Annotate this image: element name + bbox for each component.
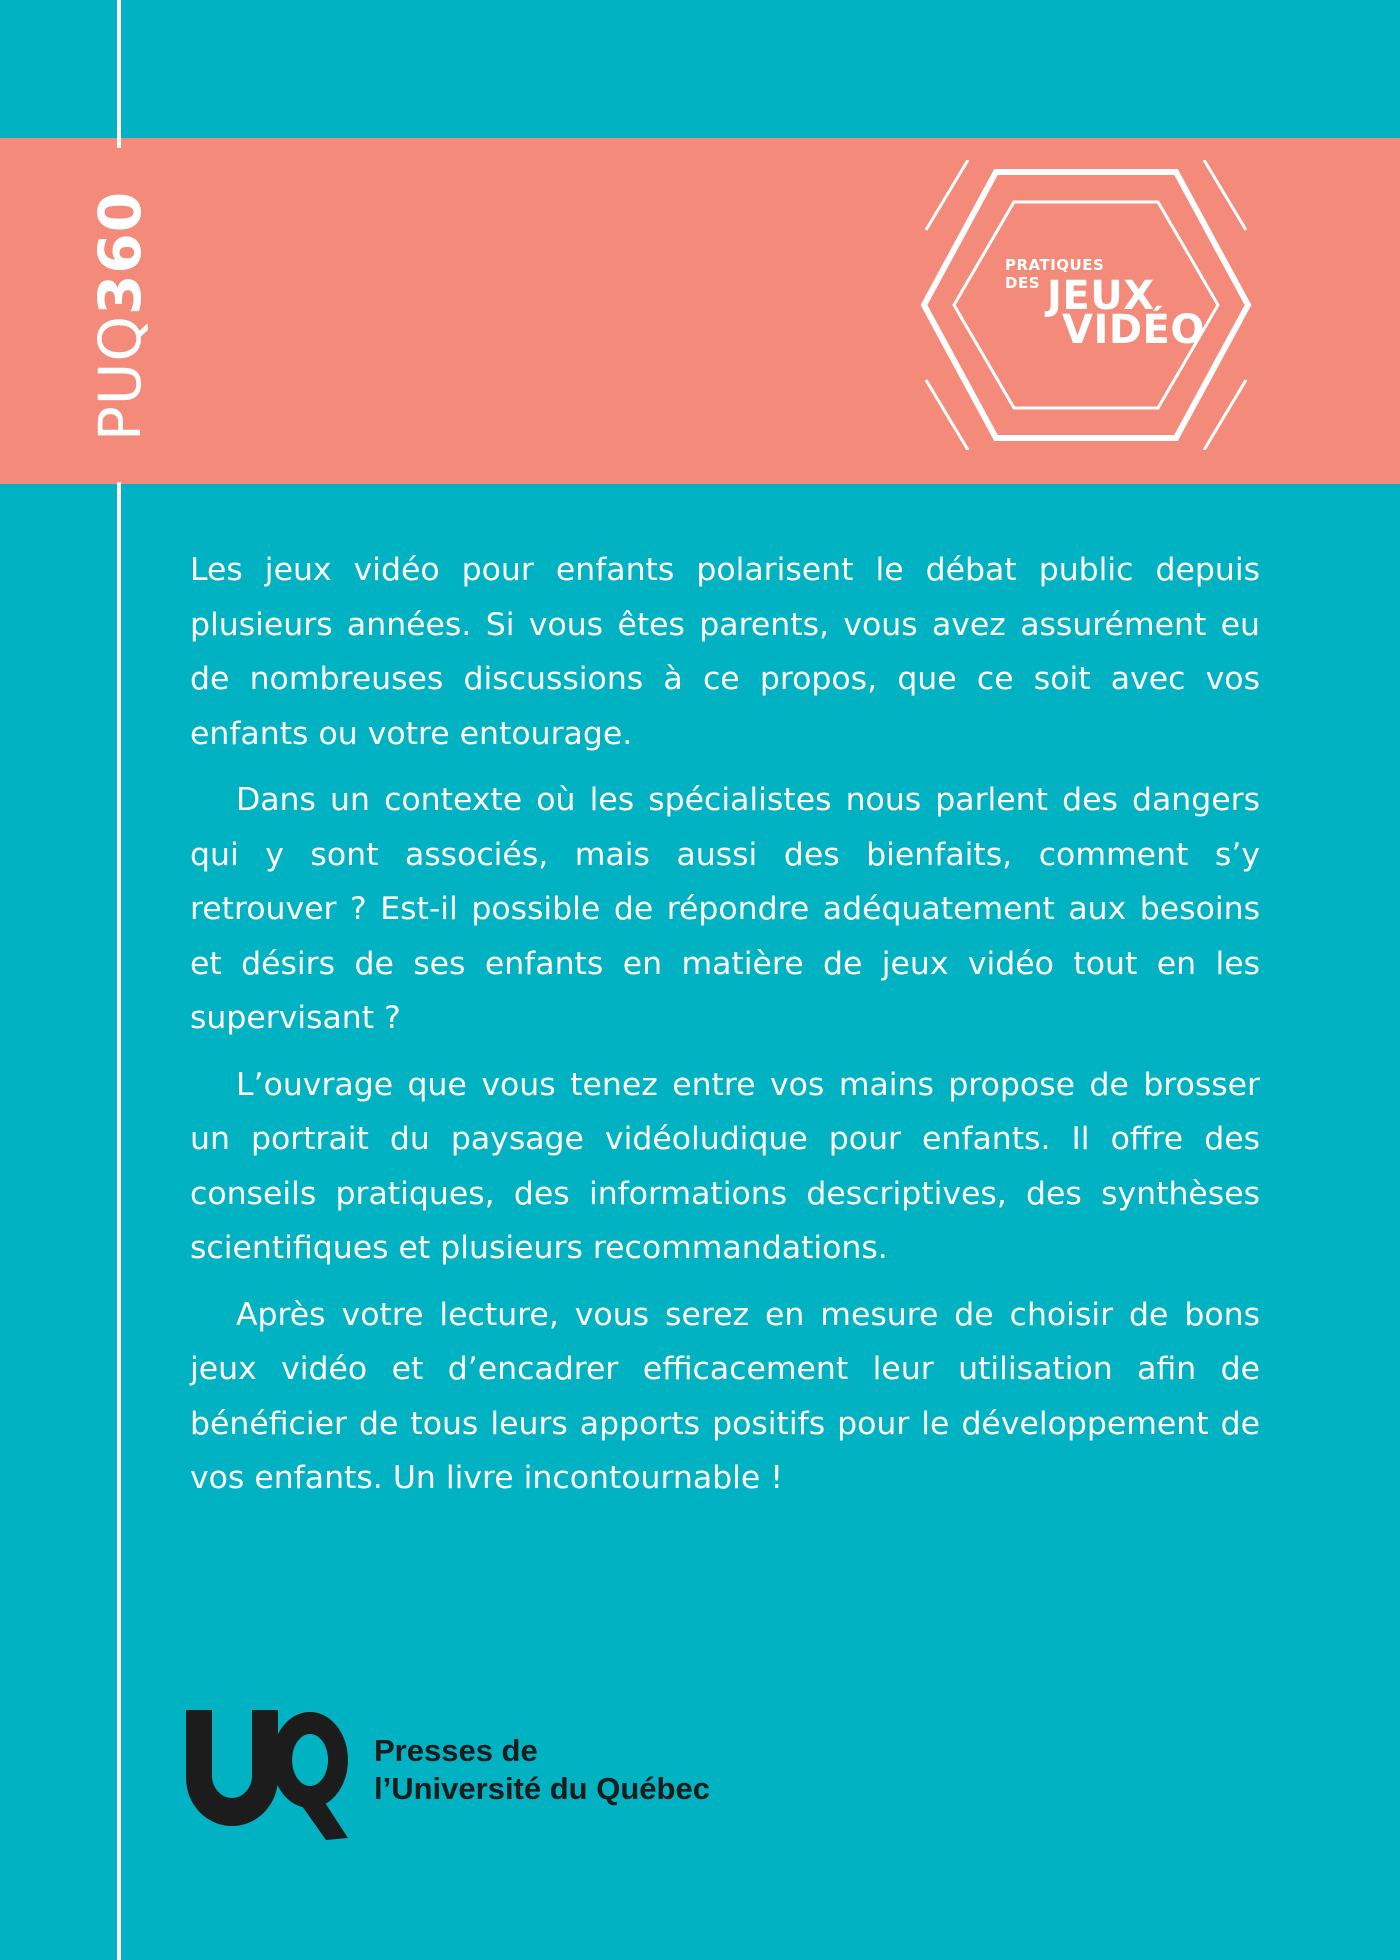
paragraph-2: Dans un contexte où les spécialistes nous parlent des dangers qui y sont associés, mais aussi des bienfaits, comment s’y retrouver ? Est-il possible de répondre adéquatement aux besoins et désirs de ses enfants en matière de jeux vidéo tout en les supervisant ? [190, 782, 1260, 1036]
collection-line2: DES [1005, 274, 1041, 292]
uq-logo-icon [186, 1710, 348, 1840]
paragraph-1: Les jeux vidéo pour enfants polarisent le débat public depuis plusieurs années. Si vous êtes parents, vous avez assurément eu de nombreuses discussions à ce propos, que ce soit avec vos enfants ou votre entourage. [190, 552, 1260, 752]
series-name-bold: 360 [86, 190, 154, 315]
collection-line4: VIDÉO [1062, 307, 1205, 353]
collection-line3: JEUX [1047, 273, 1155, 319]
publisher-line2: l’Université du Québec [374, 1771, 710, 1806]
paragraph-4: Après votre lecture, vous serez en mesure de choisir de bons jeux vidéo et d’encadrer efficacement leur utilisation afin de bénéficier de tous leurs apports positifs pour le développement de vos enfants. Un livre incontournable ! [190, 1296, 1260, 1496]
series-name-light: PUQ [86, 314, 154, 442]
series-logo-text [86, 190, 154, 442]
back-cover-description [190, 543, 1260, 1518]
collection-line1: PRATIQUES [1005, 256, 1105, 274]
publisher-line1: Presses de [374, 1733, 538, 1768]
paragraph-3: L’ouvrage que vous tenez entre vos mains propose de brosser un portrait du paysage vidéoludique pour enfants. Il offre des conseils pratiques, des informations descriptives, des synthèses scientifiques et plusieurs recommandations. [190, 1066, 1260, 1266]
publisher-name [374, 1732, 710, 1808]
publisher-block [186, 1710, 746, 1860]
